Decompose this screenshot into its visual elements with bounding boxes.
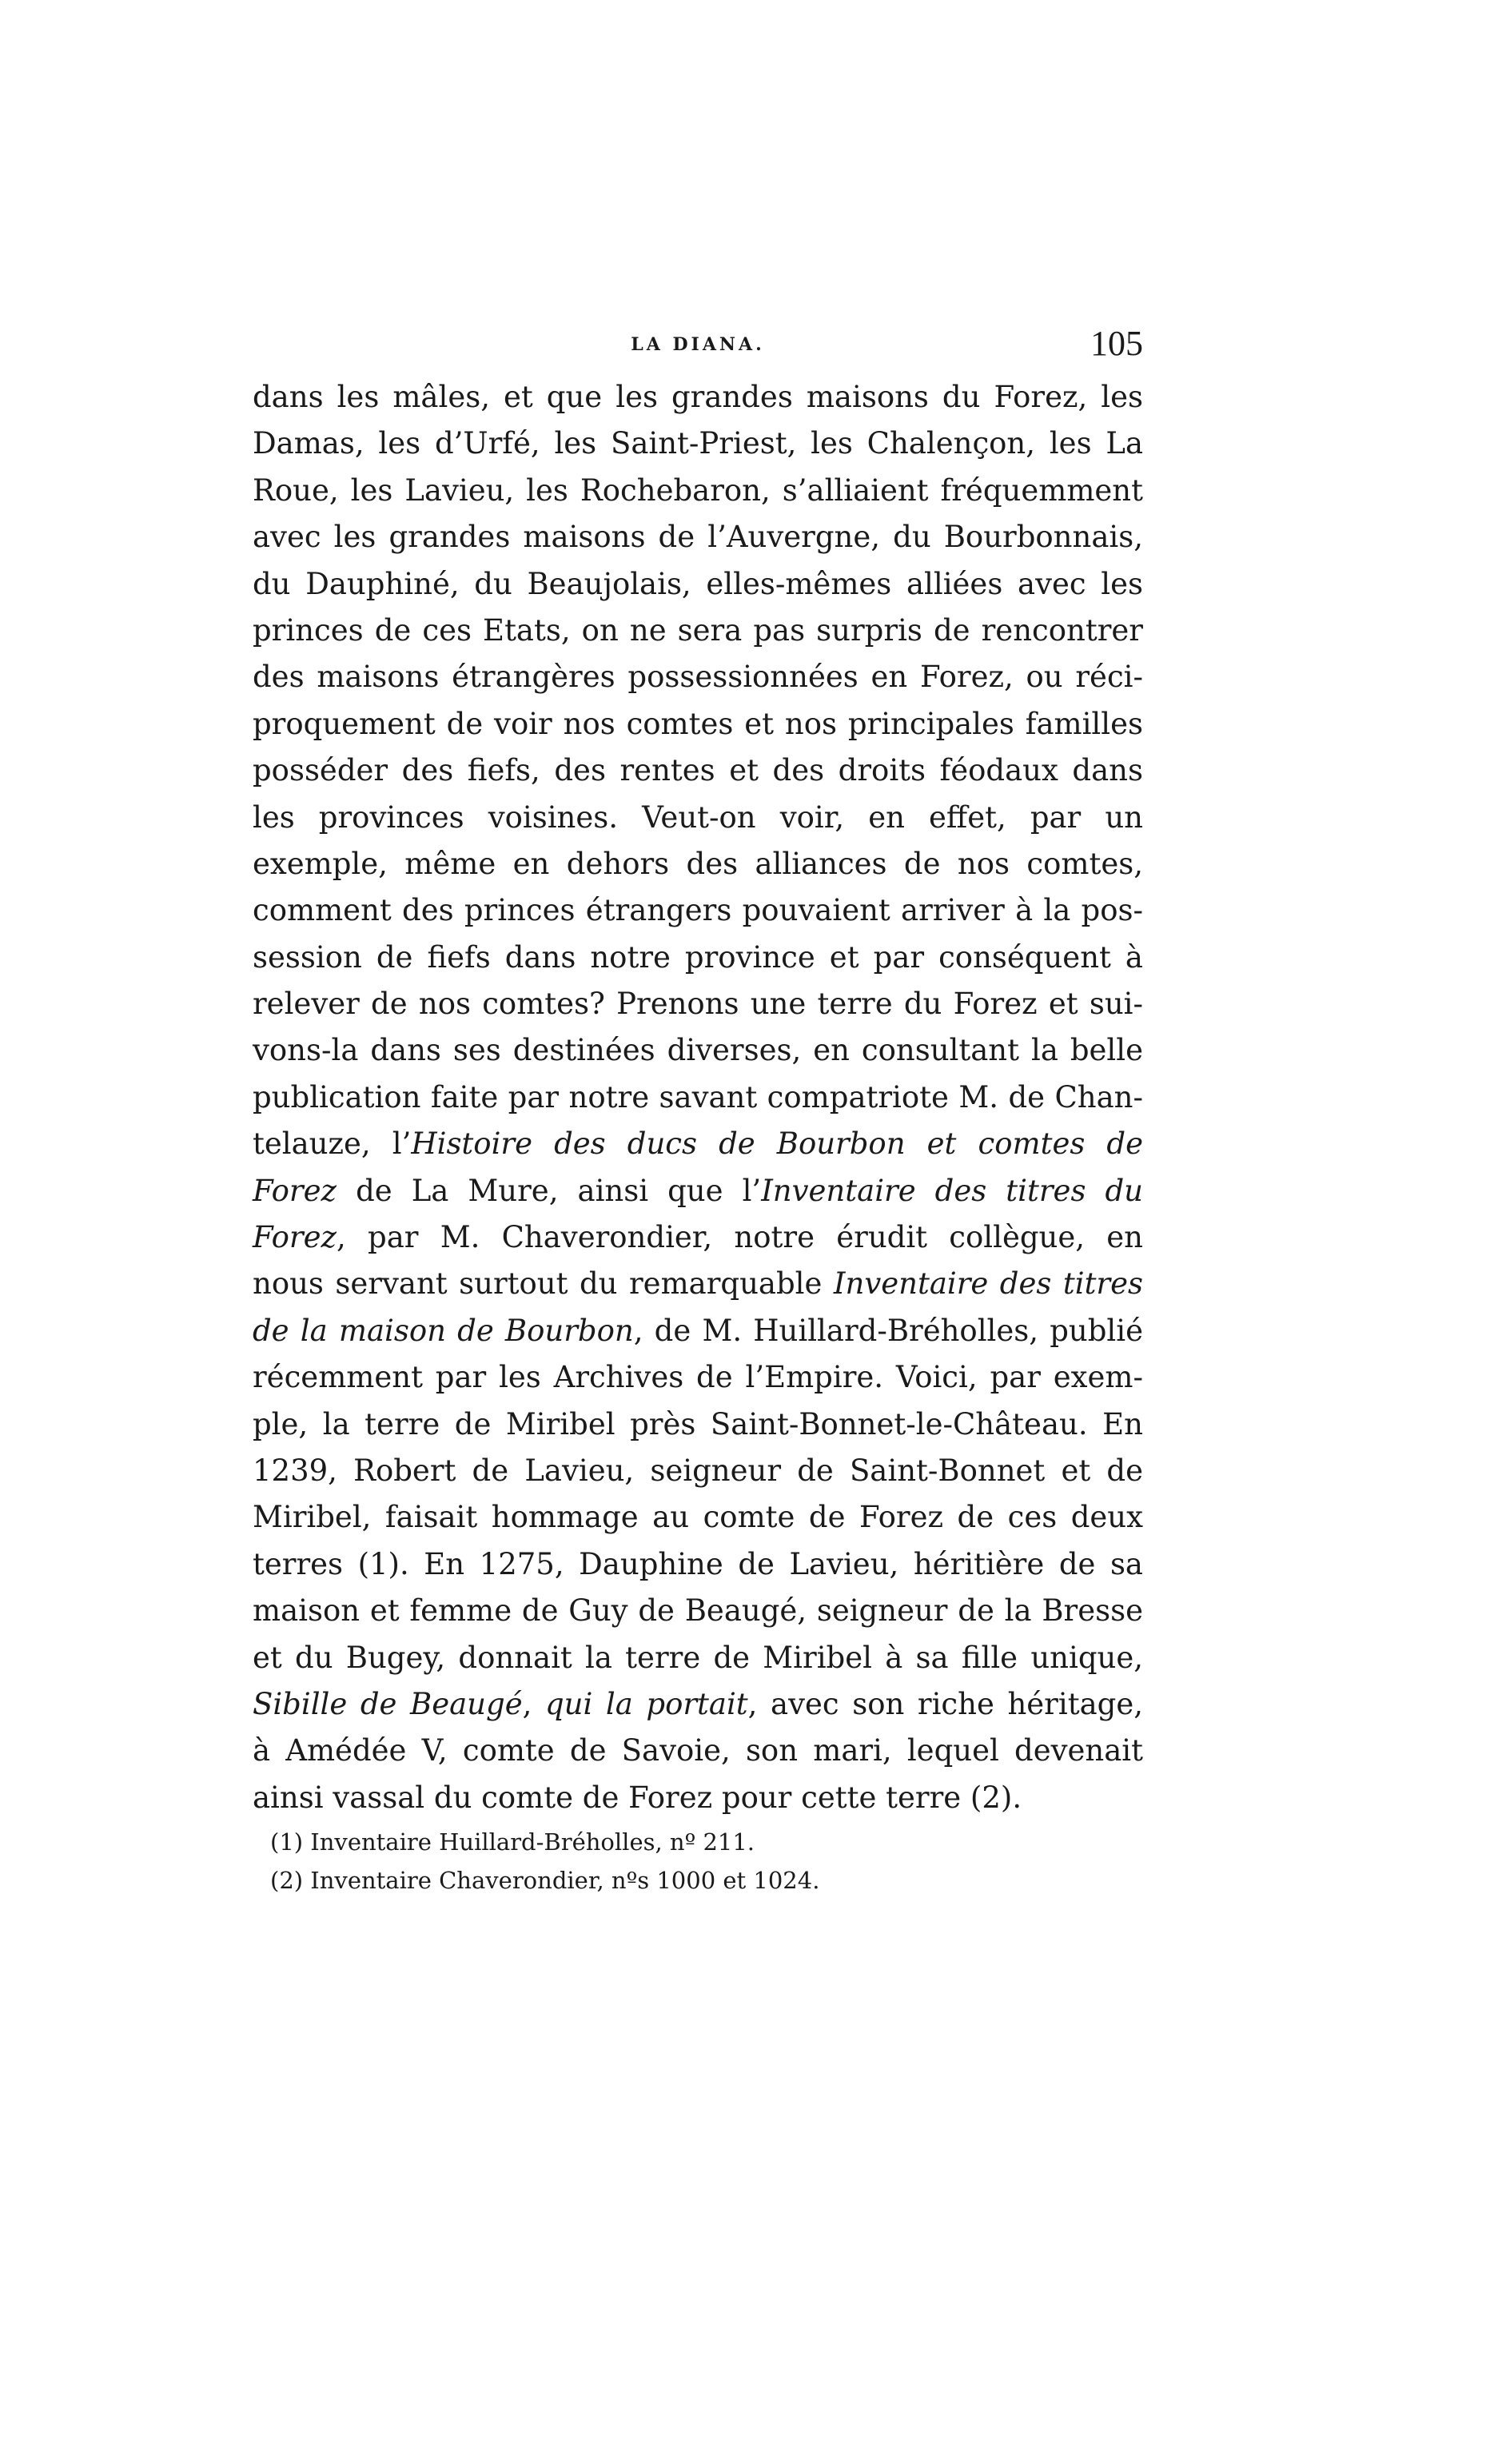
text-line: posséder des fiefs, des rentes et des droits féodaux dans — [253, 753, 1143, 788]
text-line: telauze, l’Histoire des ducs de Bourbon et comtes de — [253, 1126, 1144, 1162]
footnote: (2) Inventaire Chaverondier, nºs 1000 et 1024. — [270, 1867, 820, 1894]
text-line: 1239, Robert de Lavieu, seigneur de Saint-Bonnet et de — [253, 1453, 1143, 1488]
page-number: 105 — [1090, 324, 1143, 363]
text-line: terres (1). En 1275, Dauphine de Lavieu, héritière de sa — [253, 1546, 1143, 1581]
text-line: vons-la dans ses destinées diverses, en consultant la belle — [253, 1033, 1143, 1068]
text-line: les provinces voisines. Veut-on voir, en effet, par un — [253, 799, 1143, 835]
text-line: à Amédée V, comte de Savoie, son mari, lequel devenait — [253, 1733, 1143, 1768]
footnote: (1) Inventaire Huillard-Bréholles, nº 211. — [270, 1828, 755, 1856]
text-line: relever de nos comtes? Prenons une terre du Forez et sui- — [253, 987, 1143, 1022]
text-line: Sibille de Beaugé, qui la portait, avec son riche héritage, — [253, 1686, 1143, 1721]
text-line: maison et femme de Guy de Beaugé, seigneur de la Bresse — [253, 1593, 1143, 1629]
footnotes — [270, 1823, 1117, 1900]
text-line: avec les grandes maisons de l’Auvergne, du Bourbonnais, — [253, 520, 1143, 555]
text-line: des maisons étrangères possessionnées en Forez, ou réci- — [253, 660, 1143, 695]
running-head — [253, 318, 1143, 366]
text-line: de la maison de Bourbon, de M. Huillard-Bréholles, publié — [253, 1313, 1143, 1348]
text-line: publication faite par notre savant compatriote M. de Chan- — [253, 1079, 1143, 1114]
text-line: ainsi vassal du comte de Forez pour cette terre (2). — [253, 1780, 1022, 1815]
text-line: princes de ces Etats, on ne sera pas surpris de rencontrer — [253, 612, 1143, 648]
text-line: proquement de voir nos comtes et nos principales familles — [253, 706, 1143, 741]
text-line: Damas, les d’Urfé, les Saint-Priest, les Chalençon, les La — [253, 426, 1143, 461]
text-line: récemment par les Archives de l’Empire. Voici, par exem- — [253, 1360, 1143, 1395]
running-title: LA DIANA. — [631, 334, 765, 355]
text-line: Miribel, faisait hommage au comte de Forez de ces deux — [253, 1500, 1143, 1535]
text-line: session de fiefs dans notre province et par conséquent à — [253, 939, 1143, 975]
text-line: du Dauphiné, du Beaujolais, elles-mêmes alliées avec les — [253, 566, 1143, 601]
text-line: comment des princes étrangers pouvaient arriver à la pos- — [253, 893, 1143, 928]
text-line: Forez, par M. Chaverondier, notre érudit collègue, en — [253, 1220, 1143, 1255]
text-line: dans les mâles, et que les grandes maisons du Forez, les — [253, 380, 1143, 414]
text-line: et du Bugey, donnait la terre de Miribel à sa fille unique, — [253, 1640, 1143, 1675]
text-line: nous servant surtout du remarquable Inventaire des titres — [253, 1266, 1144, 1302]
text-line: Roue, les Lavieu, les Rochebaron, s’alliaient fréquemment — [253, 472, 1143, 508]
text-line: ple, la terre de Miribel près Saint-Bonnet-le-Château. En — [253, 1406, 1143, 1441]
text-line: Forez de La Mure, ainsi que l’Inventaire des titres du — [253, 1173, 1144, 1208]
body-text — [253, 374, 1143, 1821]
text-line: exemple, même en dehors des alliances de nos comtes, — [253, 846, 1143, 881]
